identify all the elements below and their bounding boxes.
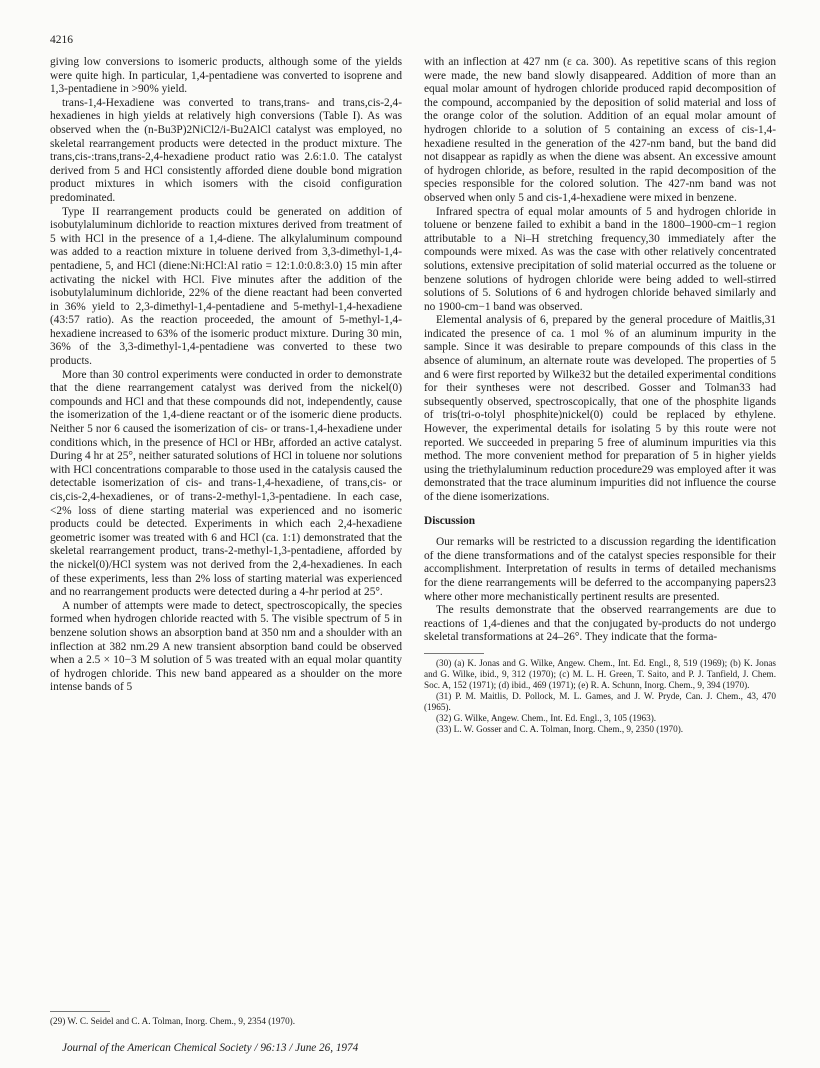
paragraph: with an inflection at 427 nm (ε ca. 300). As repetitive scans of this region were made, the new band slowly disappeared. Addition of more than an equal molar amount of hydrogen chloride produced rapid decomposition of the compound, accompanied by the deposition of solid material and loss of the orange color of the solution. Addition of an equal molar amount of hydrogen chloride to a solution of 5 containing an excess of cis-1,4-hexadiene resulted in the generation of the 427-nm band, but the band did not disappear as rapidly as when the diene was absent. An excessive amount of hydrogen chloride, as before, resulted in the rapid decomposition of the species responsible for the colored solution. The 427-nm band was not observed when only 5 and cis-1,4-hexadiene were mixed in benzene. [424,56,776,204]
footnote-divider [50,1011,110,1012]
journal-footer: Journal of the American Chemical Society / 96:13 / June 26, 1974 [62,1042,359,1054]
left-column [50,56,402,695]
footnote: (30) (a) K. Jonas and G. Wilke, Angew. Chem., Int. Ed. Engl., 8, 519 (1969); (b) K. Jonas and G. Wilke, ibid., 9, 312 (1970); (c) M. L. H. Green, T. Saito, and P. J. Tanfield, J. Chem. Soc. A, 152 (1971); (d) ibid., 469 (1971); (e) R. A. Schunn, Inorg. Chem., 9, 394 (1970). [424,657,776,690]
footnote: (32) G. Wilke, Angew. Chem., Int. Ed. Engl., 3, 105 (1963). [436,712,657,723]
section-heading: Discussion [424,514,476,527]
paragraph: A number of attempts were made to detect, spectroscopically, the species formed when hydrogen chloride reacted with 5. The visible spectrum of 5 in benzene solution shows an absorption band at 350 nm and a shoulder with an inflection at 382 nm.29 A new transient absorption band could be observed when a 2.5 × 10−3 M solution of 5 was treated with an equal molar quantity of hydrogen chloride. This new band appeared as a shoulder on the more intense bands of 5 [50,599,402,694]
paragraph: Our remarks will be restricted to a discussion regarding the identification of the diene transformations and of the catalyst species responsible for their accomplishment. Interpretation of results in terms of detailed mechanisms for the diene rearrangements will be deferred to the accompanying papers23 where other more mechanistically pertinent results are presented. [424,536,776,603]
paragraph: Elemental analysis of 6, prepared by the general procedure of Maitlis,31 indicated the presence of ca. 1 mol % of an aluminum impurity in the sample. Since it was desirable to prepare compounds of this class in the absence of aluminum, an alternate route was developed. The properties of 5 and 6 were first reported by Wilke32 but the detailed experimental conditions for their syntheses were not described. Gosser and Tolman33 had subsequently observed, spectroscopically, that one of the phosphite ligands of tris(tri-o-tolyl phosphite)nickel(0) could be replaced by ethylene. However, the experimental details for isolating 5 by this route were not reported. We succeeded in preparing 5 free of aluminum impurities via this method. The more convenient method for preparation of 5 in higher yields using the triethylaluminum reduction procedure29 was employed after it was demonstrated that the trace aluminum impurities did not influence the course of the diene isomerizations. [424,314,776,503]
paragraph: giving low conversions to isomeric products, although some of the yields were quite high. In particular, 1,4-pentadiene was converted to isoprene and 1,3-pentadiene in >90% yield. [50,56,402,96]
paragraph: Infrared spectra of equal molar amounts of 5 and hydrogen chloride in toluene or benzene failed to exhibit a band in the 1800–1900-cm−1 region attributable to a Ni–H stretching frequency,30 immediately after the compounds were mixed. As was the case with other relatively concentrated solutions, extensive precipitation of solid material occurred as the toluene or benzene solutions of hydrogen chloride were being added to well-stirred solutions of 5. Solutions of 6 and hydrogen chloride behaved similarly and no 1900-cm−1 band was observed. [424,205,776,313]
paragraph: trans-1,4-Hexadiene was converted to trans,trans- and trans,cis-2,4-hexadienes in high yields at relatively high conversions (Table I). As was observed when the (n-Bu3P)2NiCl2/i-Bu2AlCl catalyst was employed, no skeletal rearrangement products were detected in the product mixture. The trans,cis-:trans,trans-2,4-hexadiene product ratio was 2.6:1.0. The catalyst derived from 5 and HCl consistently afforded diene double bond migration product mixtures in which isomers with the cisoid configuration predominated. [50,96,402,204]
paragraph: More than 30 control experiments were conducted in order to demonstrate that the diene rearrangement catalyst was derived from the nickel(0) compounds and HCl and that these compounds did not, independently, cause the isomerization of the 1,4-diene reactant or of the isomeric diene products. Neither 5 nor 6 caused the isomerization of cis- or trans-1,4-hexadiene under conditions which, in the presence of HCl or HBr, afforded an active catalyst. During 4 hr at 25°, neither saturated solutions of HCl in toluene nor solutions with HCl concentrations comparable to those used in the catalysis caused the detectable isomerization of cis- and trans-1,4-hexadiene, of trans,cis- or cis,cis-2,4-hexadienes, or of trans-2-methyl-1,3-pentadiene. In each case, <2% loss of diene starting material was experienced and no isomeric products could be detected. Experiments in which each 2,4-hexadiene geometric isomer was treated with 6 and HCl (ca. 1:1) demonstrated that the skeletal rearrangement product, trans-2-methyl-1,3-pentadiene, afforded by the nickel(0)/HCl system was not derived from the 2,4-hexadienes. In each of these experiments, less than 2% loss of starting material was experienced and no rearrangement products were detected during a 4-hr period at 25°. [50,368,402,599]
left-footnotes [50,1003,402,1027]
paragraph: The results demonstrate that the observed rearrangements are due to reactions of 1,4-dienes and that the conjugated by-products do not undergo skeletal transformations at 24–26°. They indicate that the forma- [424,604,776,644]
footnote: (31) P. M. Maitlis, D. Pollock, M. L. Games, and J. W. Pryde, Can. J. Chem., 43, 470 (1965). [424,690,776,712]
footnote: (29) W. C. Seidel and C. A. Tolman, Inorg. Chem., 9, 2354 (1970). [50,1016,296,1026]
right-column [424,56,776,735]
footnote: (33) L. W. Gosser and C. A. Tolman, Inorg. Chem., 9, 2350 (1970). [436,723,684,734]
paragraph: Type II rearrangement products could be generated on addition of isobutylaluminum dichloride to reaction mixtures derived from treatment of 5 with HCl in the presence of a 1,4-diene. The alkylaluminum compound was added to a reaction mixture in toluene derived from 3,3-dimethyl-1,4-pentadiene, 5, and HCl (diene:Ni:HCl:Al ratio = 12:1.0:0.8:3.0) 15 min after activating the nickel with HCl. Five minutes after the addition of the isobutylaluminum dichloride, 22% of the diene reactant had been converted in 36% yield to 2,3-dimethyl-1,4-pentadiene and 5-methyl-1,4-hexadiene (43:57 ratio). As the reaction proceeded, the amount of 5-methyl-1,4-hexadiene increased to 63% of the isomeric product mixture. During 30 min, 36% of the 3,3-dimethyl-1,4-pentadiene was converted to these two products. [50,205,402,368]
footnote-divider [424,653,484,654]
page-number: 4216 [50,34,73,46]
